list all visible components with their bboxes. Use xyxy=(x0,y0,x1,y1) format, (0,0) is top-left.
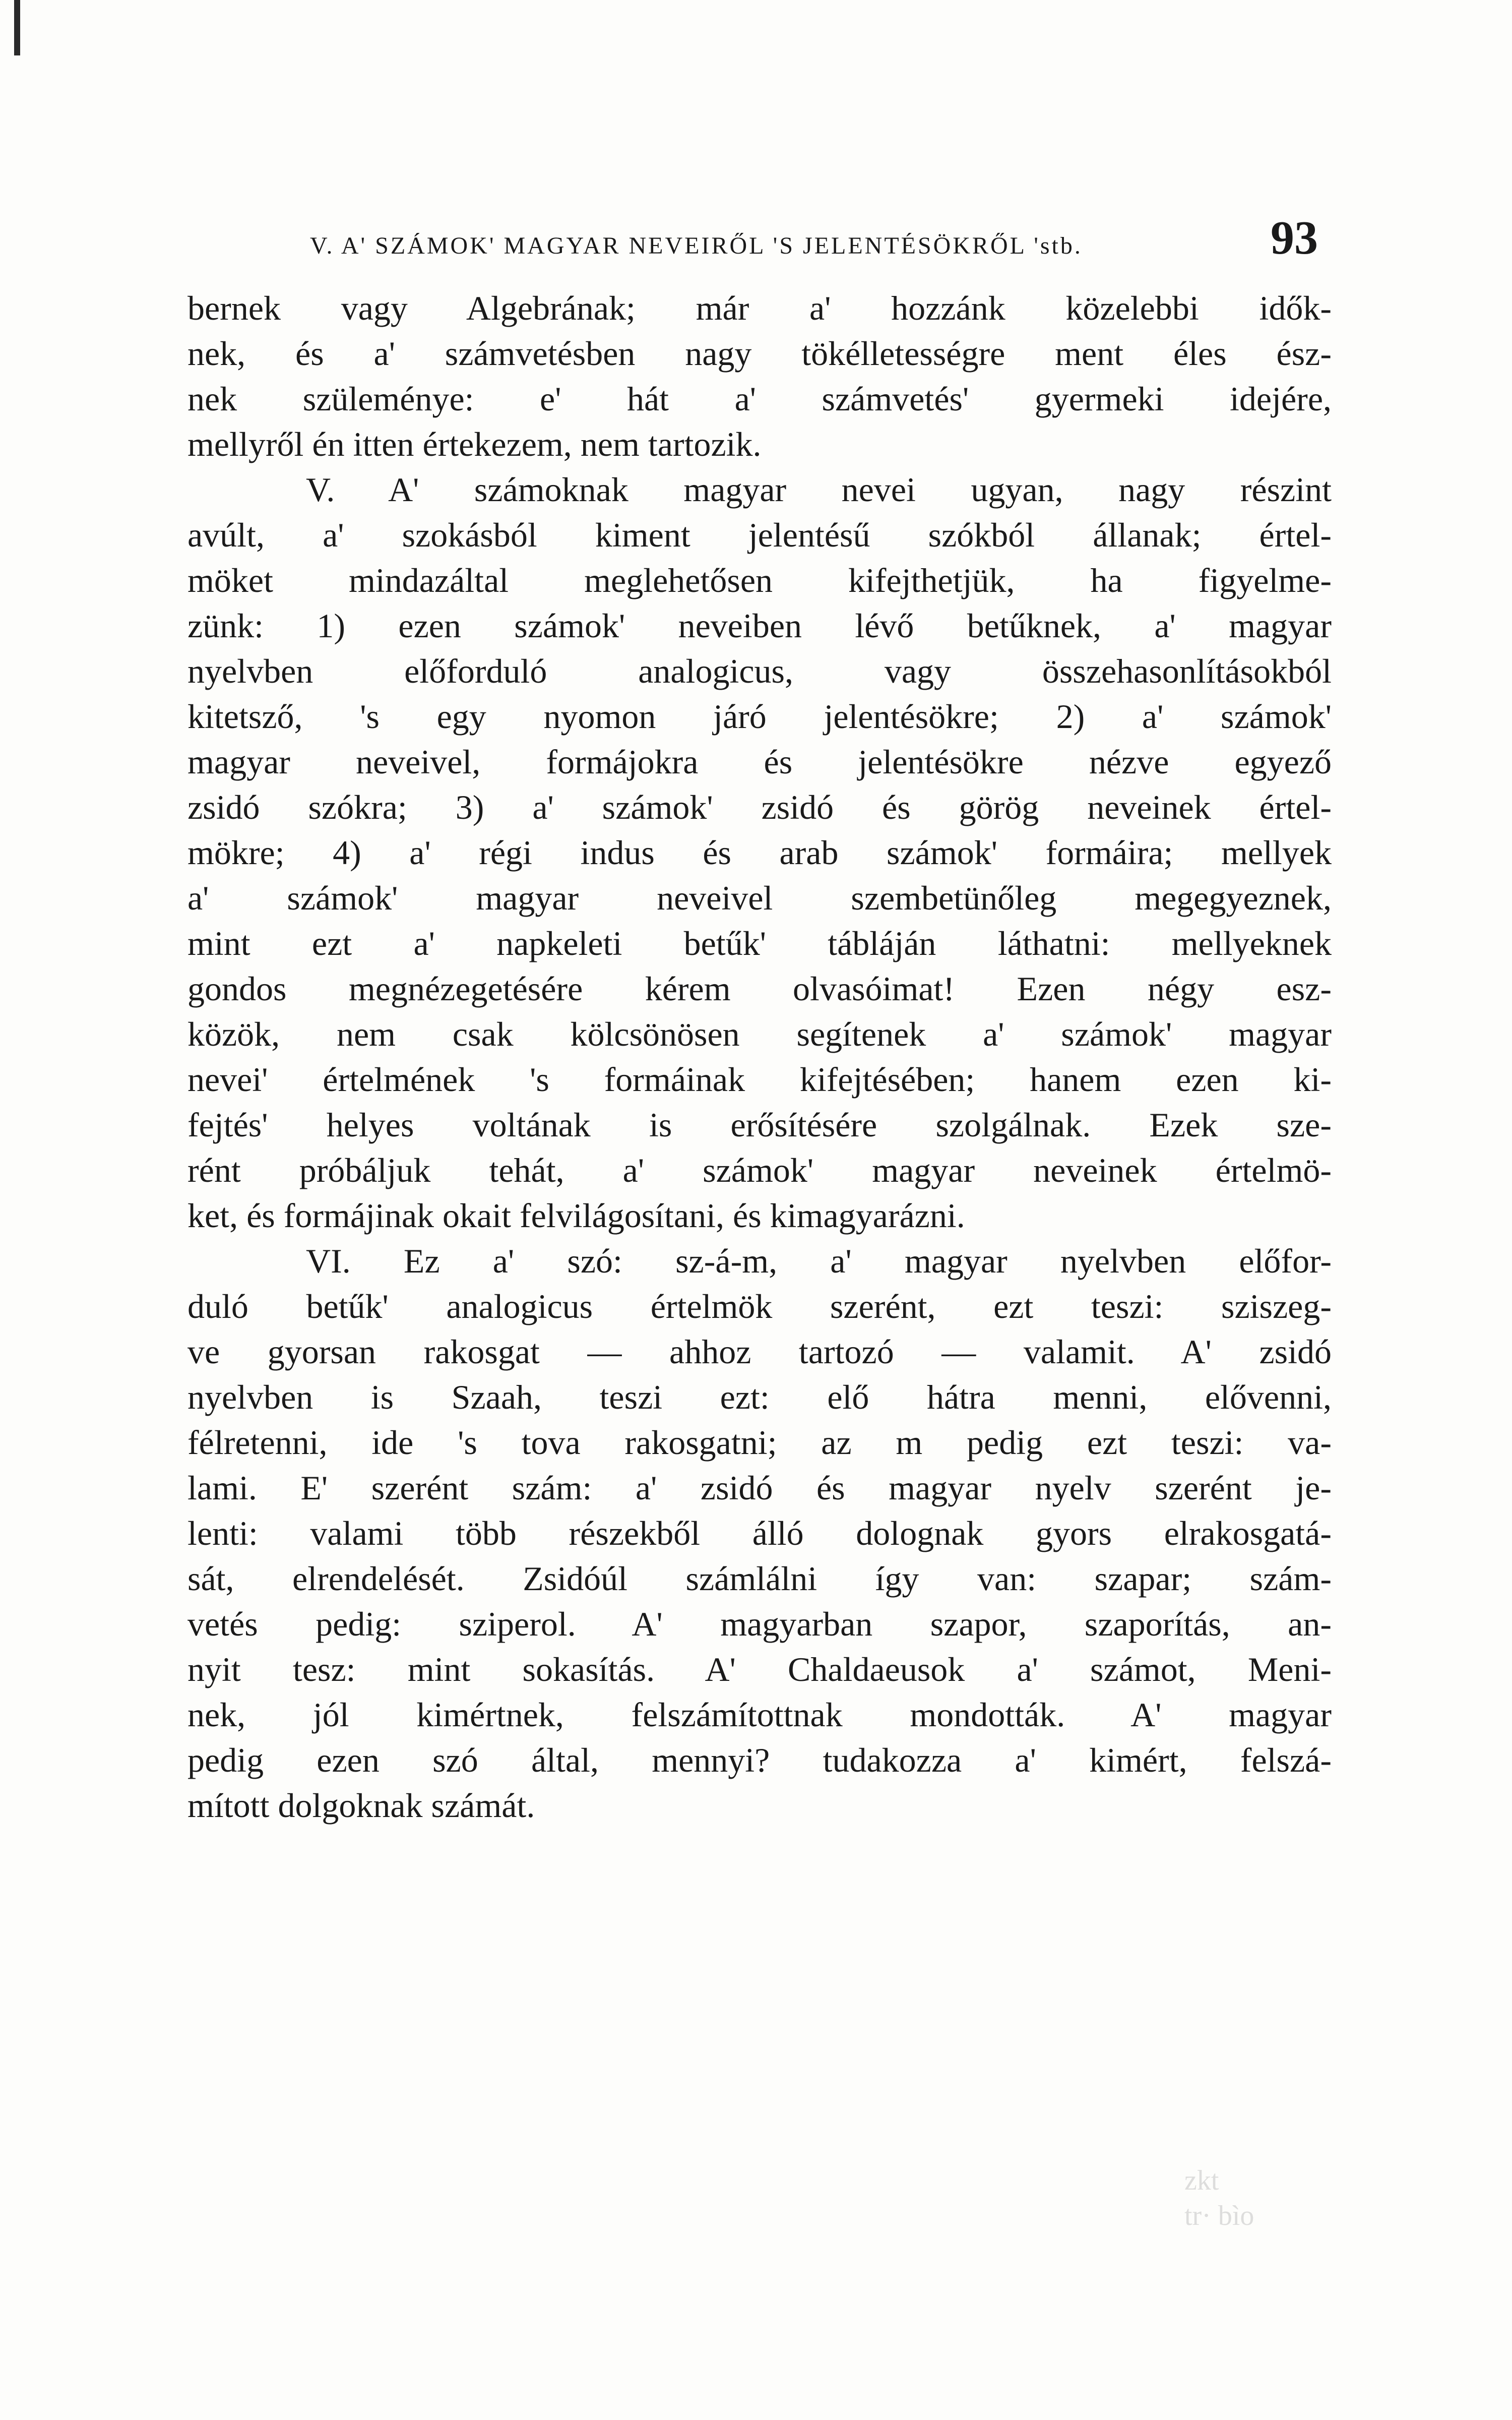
text-line: zünk: 1) ezen számok' neveiben lévő betűknek, a' magyar xyxy=(187,607,1332,645)
text-line: mint ezt a' napkeleti betűk' tábláján láthatni: mellyeknek xyxy=(187,924,1332,962)
page-number: 93 xyxy=(1271,212,1318,264)
text-line: nyelvben is Szaah, teszi ezt: elő hátra menni, elővenni, xyxy=(187,1378,1332,1416)
text-line: lenti: valami több részekből álló dolognak gyors elrakosgatá- xyxy=(187,1514,1332,1552)
text-line: mökre; 4) a' régi indus és arab számok' formáira; mellyek xyxy=(187,833,1332,872)
text-line: nek szüleménye: e' hát a' számvetés' gyermeki idejére, xyxy=(187,380,1332,418)
text-line: avúlt, a' szokásból kiment jelentésű szókból állanak; értel- xyxy=(187,516,1332,554)
text-line: ket, és formájinak okait felvilágosítani, és kimagyarázni. xyxy=(187,1196,965,1235)
text-line: mellyről én itten értekezem, nem tartozik. xyxy=(187,425,762,463)
text-line: nevei' értelmének 's formáinak kifejtésében; hanem ezen ki- xyxy=(187,1060,1332,1099)
text-line: sát, elrendelését. Zsidóúl számlálni így van: szapar; szám- xyxy=(187,1559,1332,1598)
text-line: közök, nem csak kölcsönösen segítenek a' számok' magyar xyxy=(187,1015,1332,1053)
running-head: V. A' SZÁMOK' MAGYAR NEVEIRŐL 'S JELENTÉSÖKRŐL 'stb. xyxy=(310,232,1083,259)
text-line: bernek vagy Algebrának; már a' hozzánk közelebbi idők- xyxy=(187,289,1332,327)
body-text xyxy=(187,285,1332,1828)
text-line: lami. E' szerént szám: a' zsidó és magyar nyelv szerént je- xyxy=(187,1469,1332,1507)
text-line: VI. Ez a' szó: sz-á-m, a' magyar nyelvben előfor- xyxy=(306,1242,1332,1280)
text-line: ve gyorsan rakosgat — ahhoz tartozó — valamit. A' zsidó xyxy=(187,1333,1332,1371)
text-line: pedig ezen szó által, mennyi? tudakozza a' kimért, felszá- xyxy=(187,1741,1332,1779)
text-line: nek, jól kimértnek, felszámítottnak mondották. A' magyar xyxy=(187,1696,1332,1734)
text-line: a' számok' magyar neveivel szembetünőleg megegyeznek, xyxy=(187,879,1332,917)
text-line: nyit tesz: mint sokasítás. A' Chaldaeusok a' számot, Meni- xyxy=(187,1650,1332,1688)
text-line: vetés pedig: sziperol. A' magyarban szapor, szaporítás, an- xyxy=(187,1605,1332,1643)
scan-edge-mark xyxy=(14,0,20,55)
text-line: mított dolgoknak számát. xyxy=(187,1786,535,1825)
page-header xyxy=(310,211,1318,271)
bleed-through-text xyxy=(1184,2163,1346,2238)
bleed-line: tr· bìo xyxy=(1184,2200,1254,2231)
text-line: zsidó szókra; 3) a' számok' zsidó és görög neveinek értel- xyxy=(187,788,1332,826)
paragraph-section-vi xyxy=(187,1238,1332,1828)
text-line: V. A' számoknak magyar nevei ugyan, nagy részint xyxy=(306,470,1332,509)
text-line: möket mindazáltal meglehetősen kifejthetjük, ha figyelme- xyxy=(187,561,1332,599)
text-line: duló betűk' analogicus értelmök szerént, ezt teszi: sziszeg- xyxy=(187,1287,1332,1325)
paragraph-section-v xyxy=(187,467,1332,1238)
text-line: kitetsző, 's egy nyomon járó jelentésökre; 2) a' számok' xyxy=(187,697,1332,736)
paragraph-continuation xyxy=(187,285,1332,467)
text-line: magyar neveivel, formájokra és jelentésökre nézve egyező xyxy=(187,743,1332,781)
text-line: fejtés' helyes voltának is erősítésére szolgálnak. Ezek sze- xyxy=(187,1106,1332,1144)
text-line: rént próbáljuk tehát, a' számok' magyar neveinek értelmö- xyxy=(187,1151,1332,1189)
bleed-line: zkt xyxy=(1184,2165,1219,2196)
text-line: félretenni, ide 's tova rakosgatni; az m pedig ezt teszi: va- xyxy=(187,1423,1332,1462)
text-line: nyelvben előforduló analogicus, vagy összehasonlításokból xyxy=(187,652,1332,690)
text-line: gondos megnézegetésére kérem olvasóimat! Ezen négy esz- xyxy=(187,970,1332,1008)
text-line: nek, és a' számvetésben nagy tökélletességre ment éles ész- xyxy=(187,334,1332,373)
